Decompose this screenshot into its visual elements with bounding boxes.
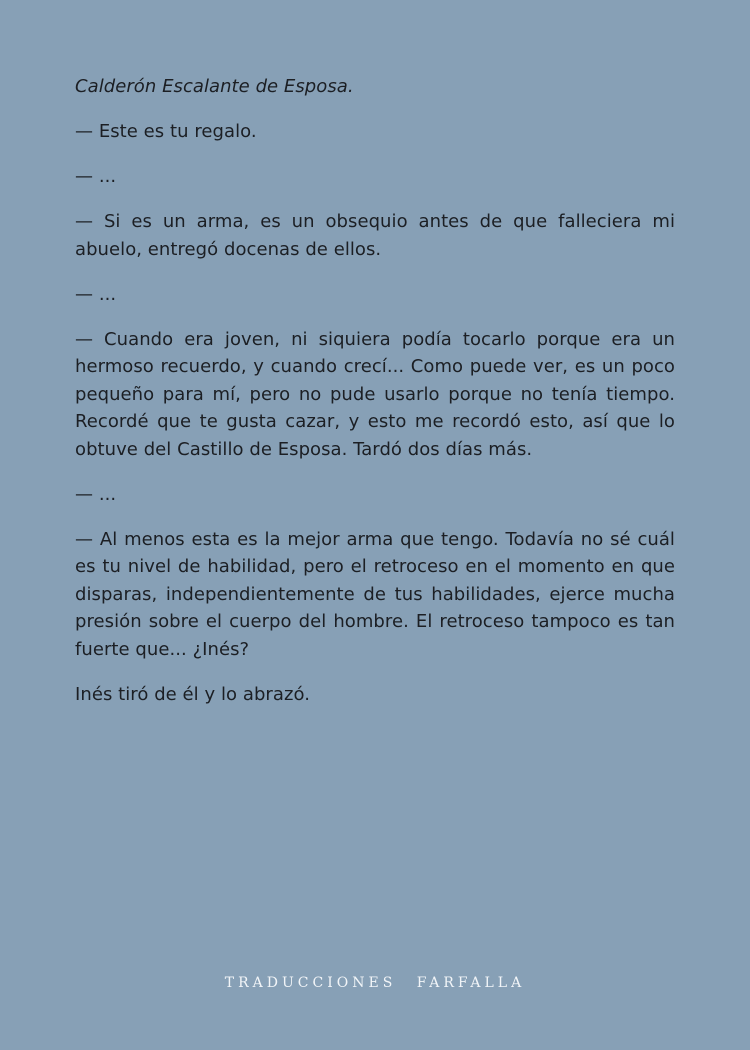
- paragraph-dialogue: — Si es un arma, es un obsequio antes de que falleciera mi abuelo, entregó docenas de ellos.: [75, 211, 675, 260]
- paragraph-dialogue: — Al menos esta es la mejor arma que tengo. Todavía no sé cuál es tu nivel de habilidad, pero el retroceso en el momento en que disparas, independientemente de tus habilidades, ejerce mucha presión sobre el cuerpo del hombre. El retroceso tampoco es tan fuerte que... ¿Inés?: [75, 528, 675, 660]
- paragraph-dialogue: — ...: [75, 483, 117, 505]
- paragraph-narration: Inés tiró de él y lo abrazó.: [75, 683, 310, 705]
- paragraph-dialogue: — Este es tu regalo.: [75, 121, 257, 142]
- footer-credit: TRADUCCIONES FARFALLA: [224, 975, 526, 991]
- paragraph-signature: Calderón Escalante de Esposa.: [75, 76, 354, 97]
- paragraph-dialogue: — ...: [75, 283, 117, 305]
- paragraph-dialogue: — ...: [75, 166, 117, 187]
- paragraph-dialogue: — Cuando era joven, ni siquiera podía tocarlo porque era un hermoso recuerdo, y cuando crecí... Como puede ver, es un poco pequeño para mí, pero no pude usarlo porque no tenía tiempo. Recordé que te gusta cazar, y esto me recordó esto, así que lo obtuve del Castillo de Esposa. Tardó dos días más.: [75, 328, 675, 460]
- page-body: [75, 73, 675, 726]
